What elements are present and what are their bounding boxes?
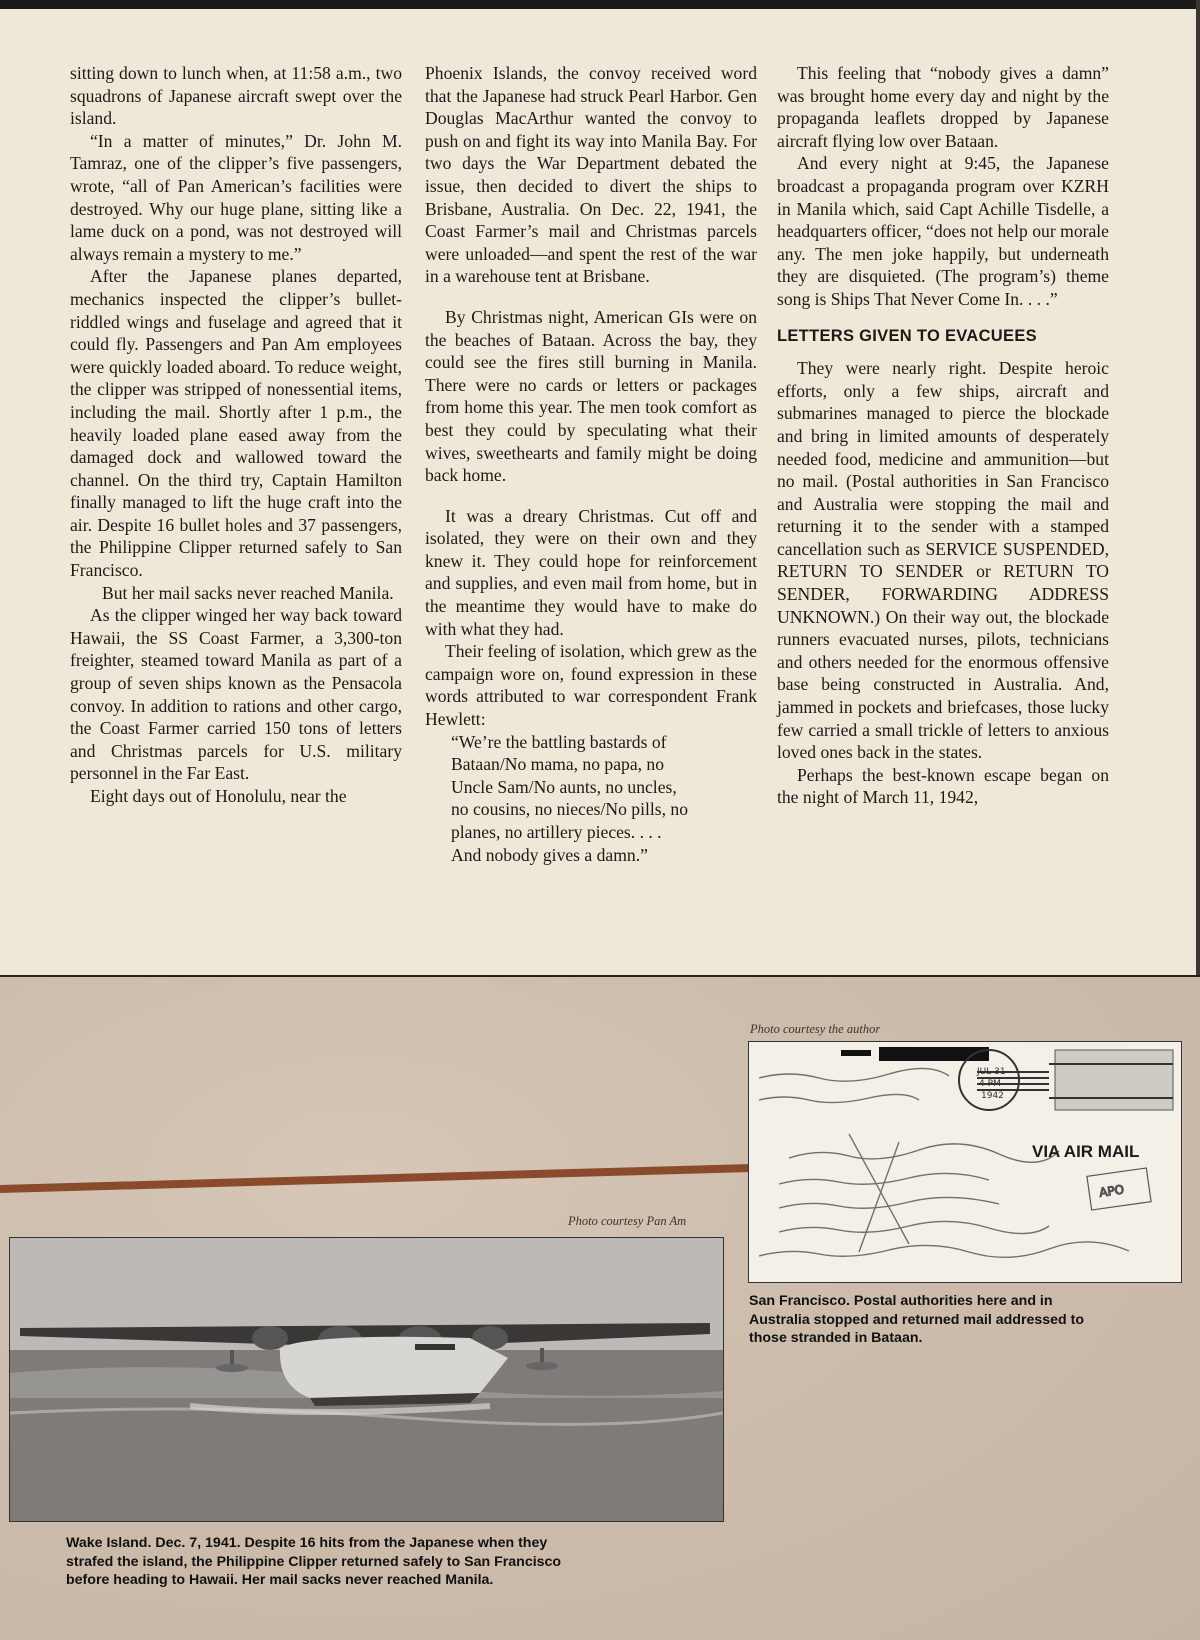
- svg-text:JUL 31: JUL 31: [977, 1067, 1006, 1077]
- paragraph: Perhaps the best-known escape began on the night of March 11, 1942,: [777, 764, 1109, 808]
- top-border: [0, 0, 1200, 9]
- poem-quote: [425, 731, 757, 867]
- poem-line: no cousins, no nieces/No pills, no: [451, 799, 689, 820]
- poem-line: “We’re the battling bastards of: [451, 731, 667, 752]
- paragraph: After the Japanese planes departed, mechanics inspected the clipper’s bullet-riddled wings and fuselage and agreed that it could fly. Passengers and Pan Am employees were quickly loaded aboard. To reduce weight, the clipper was stripped of nonessential items, including the mail. Shortly after 1 p.m., the heavily loaded plane eased away from the damaged dock and wallowed toward the channel. On the third try, Captain Hamilton finally managed to lift the huge craft into the air. Despite 16 bullet holes and 37 passengers, the Philippine Clipper returned safely to San Francisco.: [70, 266, 402, 581]
- poem-line: Bataan/No mama, no papa, no: [451, 754, 665, 775]
- poem-line: Uncle Sam/No aunts, no uncles,: [451, 776, 677, 797]
- poem-line: planes, no artillery pieces. . . .: [451, 822, 662, 842]
- envelope-caption: San Francisco. Postal authorities here and in Australia stopped and returned mail addressed to those stranded in Bataan.: [749, 1293, 1085, 1346]
- clipper-plane-image: [10, 1238, 723, 1521]
- paragraph: sitting down to lunch when, at 11:58 a.m., two squadrons of Japanese aircraft swept over the island.: [70, 63, 402, 129]
- svg-text:1942: 1942: [981, 1091, 1004, 1101]
- paragraph: Their feeling of isolation, which grew as the campaign wore on, found expression in these words attributed to war correspondent Frank Hewlett:: [425, 641, 757, 730]
- article-column-2: [425, 62, 757, 866]
- via-air-mail-label: VIA AIR MAIL: [1032, 1142, 1140, 1161]
- paragraph: As the clipper winged her way back toward Hawaii, the SS Coast Farmer, a 3,300-ton freighter, steamed toward Manila as part of a group of seven ships known as the Pensacola convoy. In addition to rations and other cargo, the Coast Farmer carried 150 tons of letters and Christmas parcels for U.S. military personnel in the Far East.: [70, 605, 402, 784]
- paragraph: It was a dreary Christmas. Cut off and isolated, they were on their own and they knew it. They could hope for reinforcement and supplies, and even mail from home, but in the meantime they would have to make do with what they had.: [425, 505, 757, 639]
- envelope-image: [749, 1042, 1181, 1282]
- paragraph: But her mail sacks never reached Manila.: [102, 582, 394, 603]
- paragraph: “In a matter of minutes,” Dr. John M. Tamraz, one of the clipper’s five passengers, wrote, “all of Pan American’s facilities were destroyed. Why our huge plane, sitting like a lame duck on a pond, was not destroyed will always remain a mystery to me.”: [70, 130, 402, 264]
- plane-photo-credit: Photo courtesy Pan Am: [568, 1214, 687, 1228]
- svg-text:APO: APO: [1098, 1182, 1125, 1200]
- paragraph: They were nearly right. Despite heroic efforts, only a few ships, aircraft and submarines managed to pierce the blockade and bring in limited amounts of desperately needed food, medicine and ammunition—but no mail. (Postal authorities in San Francisco and Australia were stopping the mail and returning it to the sender with a stamped cancellation such as SERVICE SUSPENDED, RETURN TO SENDER or RETURN TO SENDER, FORWARDING ADDRESS UNKNOWN.) On their way out, the blockade runners evacuated nurses, pilots, technicians and others needed for the enormous offensive base being constructed in Australia. And, jammed in pockets and briefcases, those lucky few carried a small trickle of letters to anxious loved ones back in the states.: [777, 358, 1109, 763]
- envelope-photo-credit: Photo courtesy the author: [750, 1022, 881, 1036]
- paragraph: This feeling that “nobody gives a damn” was brought home every day and night by the propaganda leaflets dropped by Japanese aircraft flying low over Bataan.: [777, 63, 1109, 151]
- clipper-photo: [9, 1237, 724, 1522]
- paragraph: By Christmas night, American GIs were on the beaches of Bataan. Across the bay, they could see the fires still burning in Manila. There were no cards or letters or packages from home this year. The men took comfort as best they could by speculating what their wives, sweethearts and family might be doing back home.: [425, 306, 757, 486]
- plane-caption: Wake Island. Dec. 7, 1941. Despite 16 hits from the Japanese when they strafed the island, the Philippine Clipper returned safely to San Francisco before heading to Hawaii. Her mail sacks never reached Manila.: [66, 1535, 562, 1588]
- paragraph: Phoenix Islands, the convoy received word that the Japanese had struck Pearl Harbor. Gen Douglas MacArthur wanted the convoy to push on and fight its way into Manila Bay. For two days the War Department debated the issue, then decided to divert the ships to Brisbane, Australia. On Dec. 22, 1941, the Coast Farmer’s mail and Christmas parcels were unloaded—and spent the rest of the war in a warehouse tent at Brisbane.: [425, 63, 757, 287]
- section-heading: LETTERS GIVEN TO EVACUEES: [777, 326, 1037, 345]
- article-column-3: [777, 62, 1109, 809]
- article-column-1: [70, 62, 402, 808]
- paragraph: And every night at 9:45, the Japanese broadcast a propaganda program over KZRH in Manila which, said Capt Achille Tisdelle, a headquarters officer, “does not help our morale any. The men joke happily, but underneath they are disquieted. (The program’s) theme song is Ships That Never Come In. . . .”: [777, 153, 1109, 309]
- poem-line: And nobody gives a damn.”: [451, 844, 648, 865]
- svg-text:4 PM: 4 PM: [979, 1079, 1001, 1089]
- envelope-photo: [748, 1041, 1182, 1283]
- paragraph: Eight days out of Honolulu, near the: [90, 786, 347, 806]
